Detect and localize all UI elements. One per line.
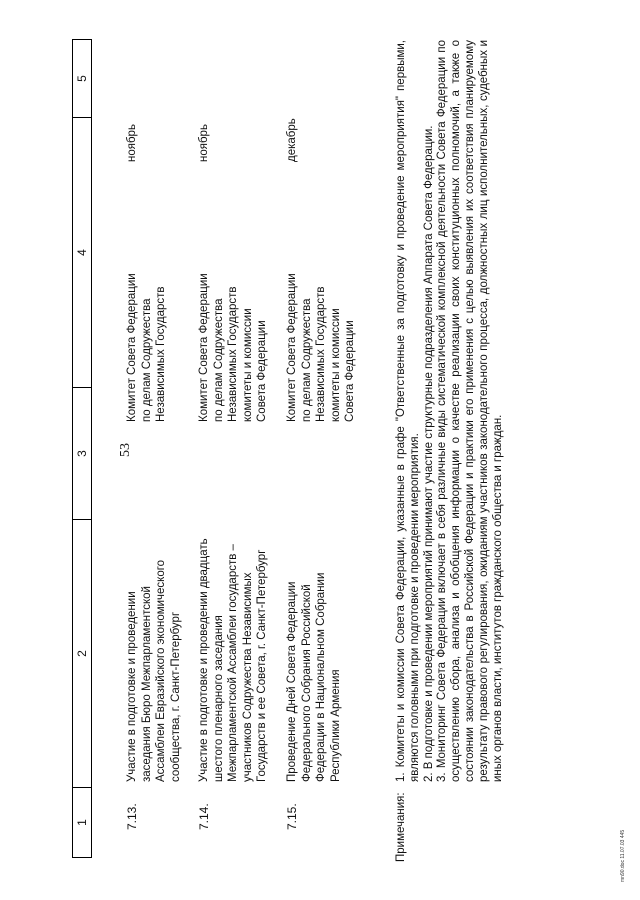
responsible-cell: Комитет Совета Федерации по делам Содружества Независимых Государств комитеты и комиссии Совета Федерации [198, 273, 269, 422]
col-header-1: 1 [73, 788, 92, 858]
month-cell: ноябрь [198, 124, 210, 162]
col-header-3: 3 [73, 388, 92, 520]
table-header [72, 39, 92, 858]
page-number: 53 [118, 443, 133, 457]
month-cell: ноябрь [126, 124, 138, 162]
row-number: 7.15. [285, 803, 299, 830]
row-number: 7.14. [197, 803, 211, 830]
responsible-cell: Комитет Совета Федерации по делам Содружества Независимых Государств [126, 273, 168, 422]
notes-block [395, 40, 505, 782]
month-cell: декабрь [286, 118, 298, 162]
col-header-5: 5 [73, 40, 92, 118]
event-cell: Проведение Дней Совета Федерации Федерального Собрания Российской Федерации в Национальном Собрании Республики Армения [286, 572, 342, 782]
note-item: 1. Комитеты и комиссии Совета Федерации, указанные в графе "Ответственные за подготовку и проведение мероприятия" первыми, являются головными при подготовке и проведении мероприятия. [395, 40, 421, 782]
event-cell: Участие в подготовке и проведении заседания Бюро Межпарламентской Ассамблеи Евразийского экономического сообщества, г. Санкт-Петербург [126, 559, 182, 782]
notes-label: Примечания: [395, 792, 407, 862]
responsible-cell: Комитет Совета Федерации по делам Содружества Независимых Государств комитеты и комиссии Совета Федерации [286, 273, 357, 422]
note-item: 2. В подготовке и проведении мероприятий принимают участие структурные подразделения Аппарата Совета Федерации. [422, 125, 435, 782]
footer-file-code: mn90.doc 11.07.03 445 [620, 829, 626, 882]
col-header-4: 4 [73, 118, 92, 388]
note-item: 3. Мониторинг Совета Федерации включает в себя различные виды систематической комплексной деятельности Совета Федерации по осуществлению сбора, анализа и обобщения информации о качестве реализации своих конституционных полномочий, а также о состоянии законодательства в Российской Федерации и практики его применения с целью выявления их соответствия планируемому результату правового регулирования, ожиданиям участников законодательного процесса, должностных лиц исполнительных, судебных и иных органов власти, институтов гражданского общества и граждан. [436, 40, 504, 782]
row-number: 7.13. [125, 803, 139, 830]
event-cell: Участие в подготовке и проведении двадцать шестого пленарного заседания Межпарламентской Ассамблеи государств – участников Содружества Независимых Государств и ее Совета, г. Санкт-Петербург [198, 538, 269, 782]
col-header-2: 2 [73, 520, 92, 788]
